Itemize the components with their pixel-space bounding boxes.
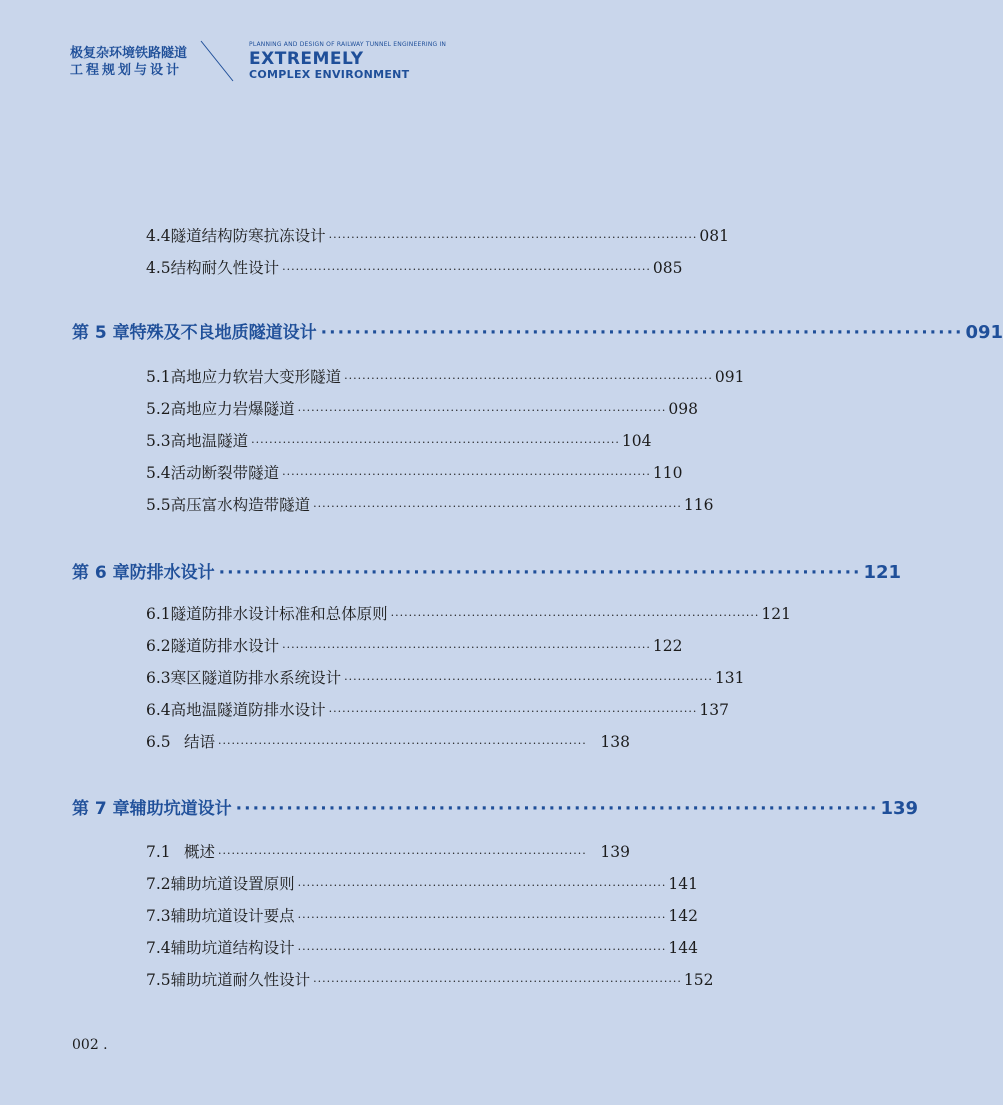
entry-page: 142: [668, 907, 698, 925]
entry-title: 高压富水构造带隧道: [170, 496, 311, 514]
toc-entry[interactable]: [146, 904, 698, 926]
leader-dots: ··················································································: [297, 911, 667, 924]
toc-entry[interactable]: [146, 461, 683, 483]
header-cn-title: [70, 45, 187, 79]
toc-entry[interactable]: [146, 730, 630, 752]
toc-entry[interactable]: [146, 397, 698, 419]
chapter-number: 第 5 章: [72, 323, 130, 343]
header-en-title: [249, 41, 446, 81]
toc-entry[interactable]: [146, 224, 729, 246]
entry-page: 098: [668, 400, 698, 418]
leader-dots: ··················································································: [251, 436, 620, 449]
entry-number: 4.4: [146, 227, 171, 245]
entry-title: 高地应力岩爆隧道: [170, 400, 295, 418]
leader-dots: ··················································································: [218, 847, 587, 860]
entry-title: 活动断裂带隧道: [170, 464, 280, 482]
entry-title: 高地应力软岩大变形隧道: [170, 368, 342, 386]
header-en-big: EXTREMELY: [249, 49, 364, 69]
leader-dots: ··················································································: [328, 231, 698, 244]
leader-dots: ············································································: [218, 563, 862, 583]
entry-page: 138: [600, 733, 630, 751]
leader-dots: ············································································: [320, 323, 964, 343]
chapter-title: 防排水设计: [129, 563, 215, 583]
entry-title: 辅助坑道耐久性设计: [170, 971, 311, 989]
entry-page: 137: [699, 701, 729, 719]
toc-chapter-6[interactable]: [72, 558, 902, 584]
entry-number: 5.3: [146, 432, 171, 450]
toc-entry[interactable]: [146, 634, 683, 656]
entry-page: 122: [652, 637, 683, 655]
header-en-mid: COMPLEX ENVIRONMENT: [249, 68, 410, 81]
leader-dots: ··················································································: [344, 673, 713, 686]
entry-number: 4.5: [146, 259, 171, 277]
entry-title: 辅助坑道设计要点: [170, 907, 295, 925]
entry-page: 139: [600, 843, 630, 861]
entry-number: 5.1: [146, 368, 171, 386]
chapter-page: 091: [965, 322, 1003, 343]
toc-entry[interactable]: [146, 698, 729, 720]
toc-entry[interactable]: [146, 666, 745, 688]
toc-entry[interactable]: [146, 602, 791, 624]
entry-number: 5.2: [146, 400, 171, 418]
leader-dots: ··················································································: [328, 705, 698, 718]
entry-page: 144: [668, 939, 698, 957]
chapter-title: 特殊及不良地质隧道设计: [129, 323, 317, 343]
entry-page: 091: [714, 368, 745, 386]
entry-number: 7.2: [146, 875, 171, 893]
leader-dots: ··················································································: [297, 943, 667, 956]
entry-number: 5.5: [146, 496, 171, 514]
entry-number: 6.5: [146, 733, 171, 751]
leader-dots: ············································································: [235, 799, 879, 819]
toc-chapter-7[interactable]: [72, 794, 919, 820]
entry-title: 隧道防排水设计: [170, 637, 280, 655]
leader-dots: ··················································································: [282, 263, 651, 276]
entry-title: 隧道防排水设计标准和总体原则: [170, 605, 388, 623]
entry-title: 高地温隧道: [170, 432, 249, 450]
chapter-page: 121: [863, 562, 902, 583]
leader-dots: ··················································································: [297, 879, 667, 892]
leader-dots: ··················································································: [282, 641, 651, 654]
page-number: 002 .: [72, 1037, 108, 1053]
entry-title: 辅助坑道结构设计: [170, 939, 295, 957]
entry-number: 5.4: [146, 464, 171, 482]
entry-number: 6.1: [146, 605, 171, 623]
chapter-number: 第 6 章: [72, 563, 130, 583]
header-divider-icon: [200, 40, 235, 82]
entry-title: 隧道结构防寒抗冻设计: [170, 227, 326, 245]
toc-entry[interactable]: [146, 365, 745, 387]
entry-page: 081: [699, 227, 729, 245]
chapter-number: 第 7 章: [72, 799, 130, 819]
entry-page: 121: [761, 605, 791, 623]
chapter-title: 辅助坑道设计: [129, 799, 232, 819]
leader-dots: ··················································································: [313, 500, 682, 513]
entry-title: 高地温隧道防排水设计: [170, 701, 326, 719]
toc-entry[interactable]: [146, 840, 630, 862]
leader-dots: ··················································································: [282, 468, 651, 481]
entry-page: 116: [683, 496, 714, 514]
toc-entry[interactable]: [146, 256, 683, 278]
header-cn-line2: 工程规划与设计: [70, 63, 183, 78]
toc-chapter-5[interactable]: [72, 318, 1003, 344]
entry-page: 104: [621, 432, 652, 450]
entry-number: 7.4: [146, 939, 171, 957]
entry-number: 7.3: [146, 907, 171, 925]
chapter-page: 139: [880, 798, 919, 819]
header-cn-line1: 极复杂环境铁路隧道: [70, 46, 188, 61]
leader-dots: ··················································································: [218, 737, 587, 750]
entry-title: 结构耐久性设计: [170, 259, 280, 277]
entry-page: 152: [683, 971, 714, 989]
toc-entry[interactable]: [146, 493, 714, 515]
entry-page: 085: [652, 259, 683, 277]
entry-number: 6.4: [146, 701, 171, 719]
toc-entry[interactable]: [146, 968, 714, 990]
toc-entry[interactable]: [146, 429, 652, 451]
leader-dots: ··················································································: [390, 609, 760, 622]
entry-number: 6.2: [146, 637, 171, 655]
header-en-small: PLANNING AND DESIGN OF RAILWAY TUNNEL ENGINEERING IN: [249, 41, 447, 48]
leader-dots: ··················································································: [344, 372, 713, 385]
entry-number: 7.1: [146, 843, 171, 861]
entry-page: 141: [668, 875, 698, 893]
entry-title: 概述: [184, 843, 216, 861]
toc-entry[interactable]: [146, 936, 698, 958]
entry-page: 110: [652, 464, 683, 482]
entry-title: 结语: [184, 733, 216, 751]
leader-dots: ··················································································: [313, 975, 682, 988]
entry-number: 6.3: [146, 669, 171, 687]
entry-number: 7.5: [146, 971, 171, 989]
entry-page: 131: [714, 669, 745, 687]
toc-entry[interactable]: [146, 872, 698, 894]
entry-title: 寒区隧道防排水系统设计: [170, 669, 342, 687]
entry-title: 辅助坑道设置原则: [170, 875, 295, 893]
leader-dots: ··················································································: [297, 404, 667, 417]
